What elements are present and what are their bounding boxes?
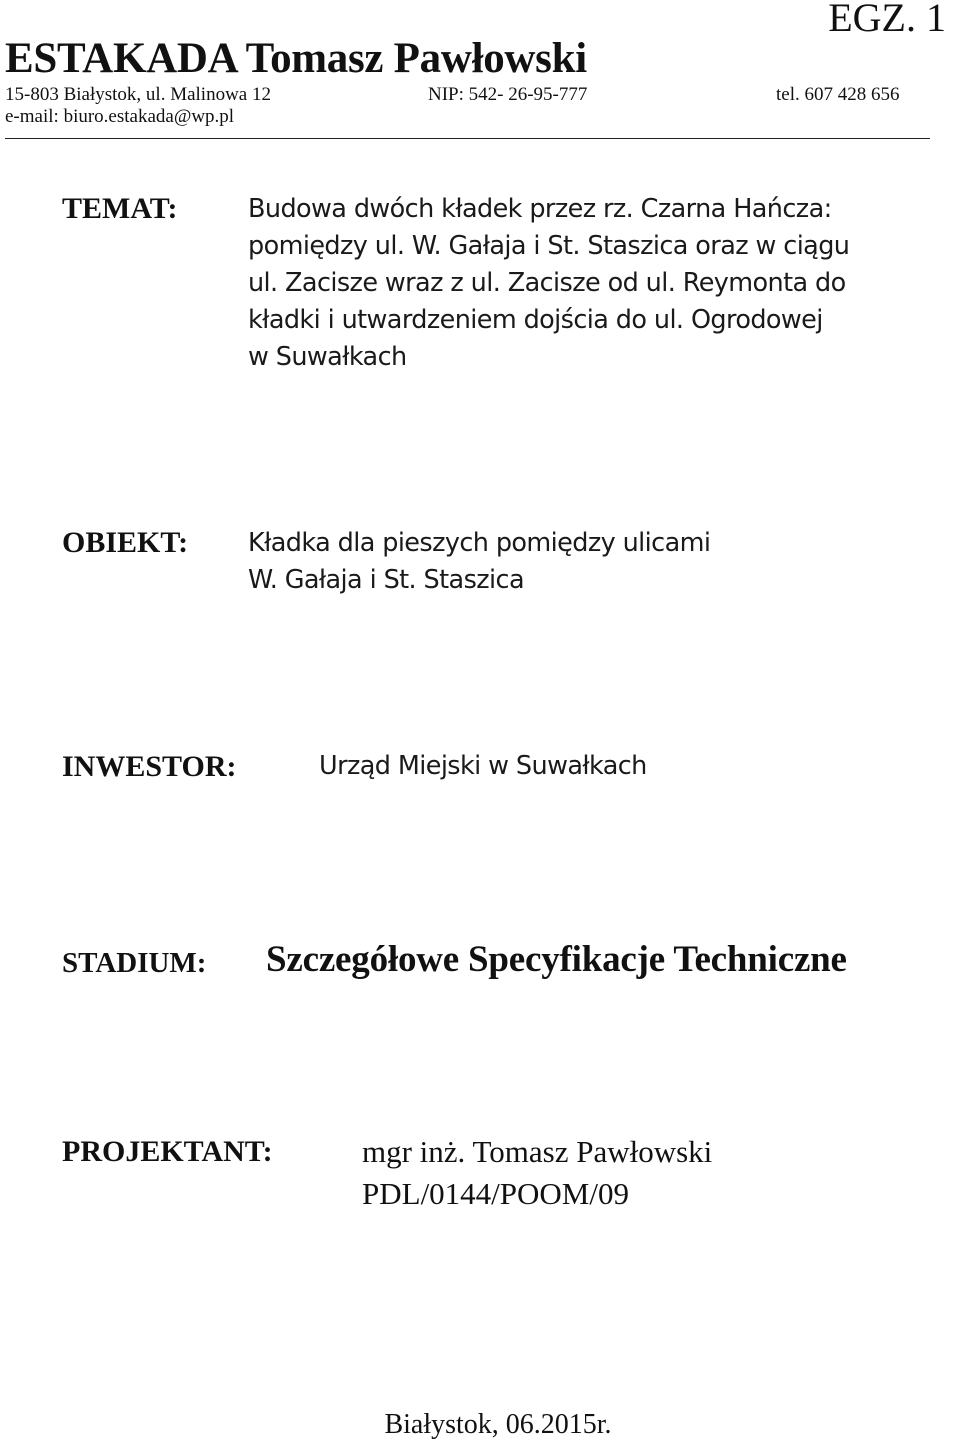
company-nip: NIP: 542- 26-95-777 [428, 84, 588, 105]
header-divider [5, 138, 930, 139]
temat-line: pomiędzy ul. W. Gałaja i St. Staszica oraz w ciągu [248, 231, 850, 261]
obiekt-line: Kładka dla pieszych pomiędzy ulicami [248, 528, 711, 558]
designer-name: mgr inż. Tomasz Pawłowski [362, 1134, 713, 1169]
temat-line: Budowa dwóch kładek przez rz. Czarna Hańcza: [248, 194, 832, 224]
projektant-value [362, 1131, 712, 1215]
obiekt-line: W. Gałaja i St. Staszica [248, 565, 524, 595]
temat-label: TEMAT: [62, 192, 178, 225]
company-email-line [5, 106, 234, 128]
obiekt-value [248, 525, 710, 599]
document-reference: EGZ. 1 [828, 0, 946, 40]
temat-value [248, 191, 849, 376]
place-date: Białystok, 06.2015r. [384, 1409, 612, 1440]
obiekt-label: OBIEKT: [62, 526, 189, 559]
company-phone: tel. 607 428 656 [776, 84, 900, 105]
email-link[interactable]: biuro.estakada@wp.pl [63, 106, 235, 127]
stadium-value: Szczegółowe Specyfikacje Techniczne [266, 939, 847, 980]
email-prefix: e-mail: [5, 106, 64, 127]
company-name: ESTAKADA Tomasz Pawłowski [5, 35, 587, 82]
stadium-label: STADIUM: [62, 947, 207, 979]
temat-line: kładki i utwardzeniem dojścia do ul. Ogrodowej [248, 305, 823, 335]
inwestor-value: Urząd Miejski w Suwałkach [319, 751, 647, 781]
inwestor-label: INWESTOR: [62, 750, 237, 783]
temat-line: w Suwałkach [248, 342, 407, 372]
designer-license: PDL/0144/POOM/09 [362, 1176, 629, 1211]
temat-line: ul. Zacisze wraz z ul. Zacisze od ul. Reymonta do [248, 268, 846, 298]
company-address: 15-803 Białystok, ul. Malinowa 12 [5, 84, 271, 105]
projektant-label: PROJEKTANT: [62, 1135, 273, 1168]
